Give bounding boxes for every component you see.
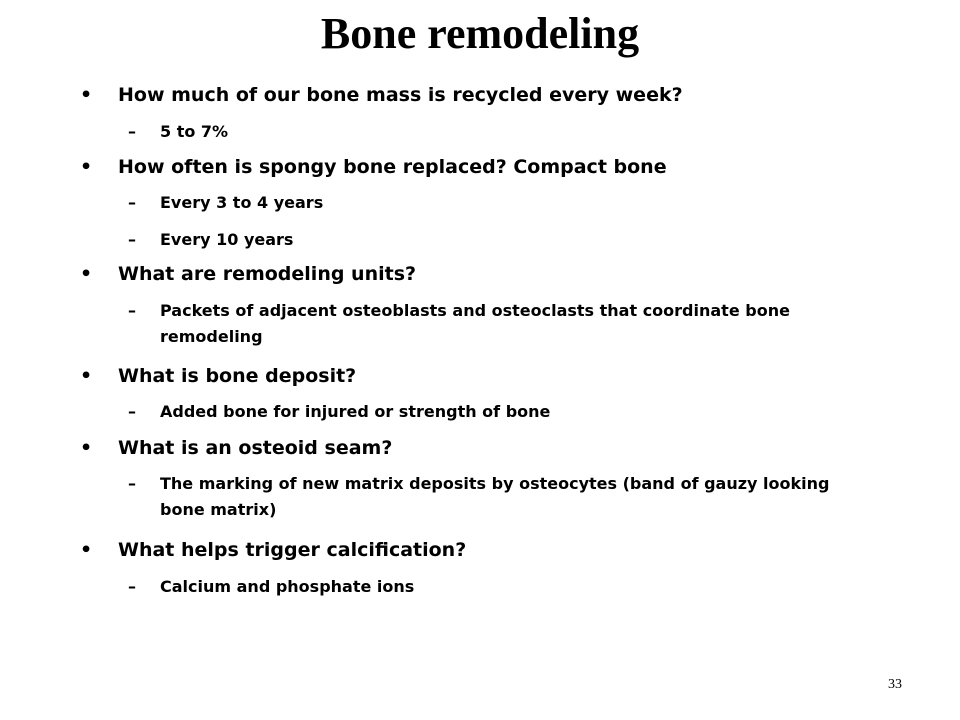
question-item — [80, 364, 898, 388]
question-item — [80, 83, 898, 107]
bullet-icon: • — [80, 263, 93, 285]
dash-icon: – — [128, 402, 136, 421]
dash-icon: – — [128, 193, 136, 212]
answer-item — [128, 119, 860, 145]
answer-text: Every 10 years — [160, 230, 294, 249]
answer-text: The marking of new matrix deposits by osteocytes (band of gauzy looking bone matrix) — [160, 474, 830, 519]
answer-item — [128, 227, 860, 253]
question-text: What is an osteoid seam? — [118, 437, 393, 459]
answer-item — [128, 471, 860, 523]
bullet-icon: • — [80, 437, 93, 459]
answer-text: Packets of adjacent osteoblasts and osteoclasts that coordinate bone remodeling — [160, 301, 790, 346]
question-item — [80, 262, 898, 286]
dash-icon: – — [128, 122, 136, 141]
question-text: What are remodeling units? — [118, 263, 417, 285]
bullet-icon: • — [80, 365, 93, 387]
bullet-icon: • — [80, 539, 93, 561]
answer-item — [128, 399, 860, 425]
question-item — [80, 436, 898, 460]
answer-text: Every 3 to 4 years — [160, 193, 324, 212]
answer-item — [128, 298, 860, 350]
answer-item — [128, 574, 860, 600]
slide-title: Bone remodeling — [320, 9, 640, 58]
answer-text: Added bone for injured or strength of bone — [160, 402, 551, 421]
question-text: What helps trigger calcification? — [118, 539, 467, 561]
bullet-icon: • — [80, 156, 93, 178]
dash-icon: – — [128, 474, 136, 493]
bullet-icon: • — [80, 84, 93, 106]
question-item — [80, 155, 898, 179]
question-text: How often is spongy bone replaced? Compact bone — [118, 156, 667, 178]
dash-icon: – — [128, 577, 136, 596]
page-number: 33 — [888, 677, 902, 692]
dash-icon: – — [128, 301, 136, 320]
question-item — [80, 538, 898, 562]
answer-item — [128, 190, 860, 216]
question-text: How much of our bone mass is recycled every week? — [118, 84, 683, 106]
dash-icon: – — [128, 230, 136, 249]
question-text: What is bone deposit? — [118, 365, 357, 387]
answer-text: 5 to 7% — [160, 122, 229, 141]
answer-text: Calcium and phosphate ions — [160, 577, 415, 596]
